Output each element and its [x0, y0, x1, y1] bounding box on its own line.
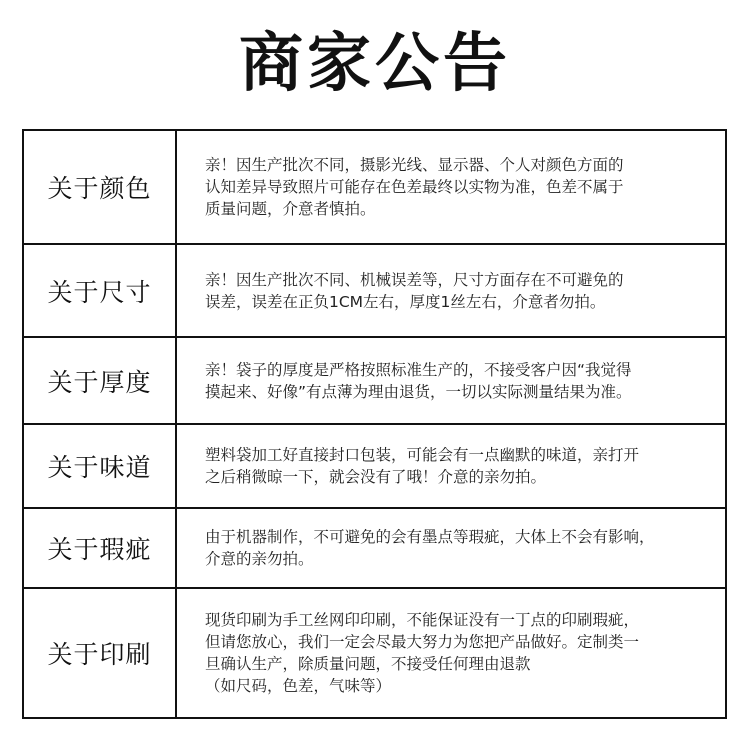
- notice-table: [22, 129, 727, 719]
- row-text-line: 亲！因生产批次不同，摄影光线、显示器、个人对颜色方面的: [205, 156, 624, 174]
- notice-row-color: [23, 130, 726, 244]
- row-heading: 关于颜色: [23, 130, 176, 244]
- row-content: [176, 244, 726, 337]
- row-text-line: 亲！因生产批次不同、机械误差等，尺寸方面存在不可避免的: [205, 270, 624, 289]
- row-content: [176, 508, 726, 588]
- row-text-line: 认知差异导致照片可能存在色差最终以实物为准，色差不属于: [205, 178, 624, 196]
- row-content: [176, 588, 726, 718]
- row-content: [176, 424, 726, 508]
- row-text-line: 塑料袋加工好直接封口包装，可能会有一点幽默的味道，亲打开: [205, 446, 640, 464]
- row-text-line: 误差，误差在正负1CM左右，厚度1丝左右，介意者勿拍。: [205, 292, 606, 311]
- notice-row-smell: [23, 424, 726, 508]
- row-heading: 关于味道: [23, 424, 176, 508]
- row-content: [176, 130, 726, 244]
- row-text-line: （如尺码，色差，气味等）: [205, 677, 392, 695]
- row-text-line: 之后稍微晾一下，就会没有了哦！介意的亲勿拍。: [205, 468, 547, 486]
- notice-row-size: [23, 244, 726, 337]
- row-text-line: 摸起来、好像”有点薄为理由退货，一切以实际测量结果为准。: [205, 382, 632, 401]
- row-text-line: 现货印刷为手工丝网印印刷，不能保证没有一丁点的印刷瑕疵，: [205, 611, 640, 629]
- row-text-line: 但请您放心，我们一定会尽最大努力为您把产品做好。定制类一: [205, 633, 640, 651]
- row-heading: 关于瑕疵: [23, 508, 176, 588]
- row-heading: 关于印刷: [23, 588, 176, 718]
- notice-row-flaws: [23, 508, 726, 588]
- row-text-line: 旦确认生产，除质量问题，不接受任何理由退款: [205, 655, 531, 673]
- notice-row-printing: [23, 588, 726, 718]
- page-title: 商家公告: [239, 27, 511, 101]
- row-heading: 关于厚度: [23, 337, 176, 424]
- row-content: [176, 337, 726, 424]
- row-heading: 关于尺寸: [23, 244, 176, 337]
- row-text-line: 质量问题，介意者慎拍。: [205, 200, 376, 218]
- row-text-line: 亲！袋子的厚度是严格按照标准生产的，不接受客户因“我觉得: [205, 360, 632, 379]
- notice-row-thickness: [23, 337, 726, 424]
- row-text-line: 介意的亲勿拍。: [205, 550, 314, 568]
- row-text-line: 由于机器制作，不可避免的会有墨点等瑕疵，大体上不会有影响，: [205, 528, 655, 546]
